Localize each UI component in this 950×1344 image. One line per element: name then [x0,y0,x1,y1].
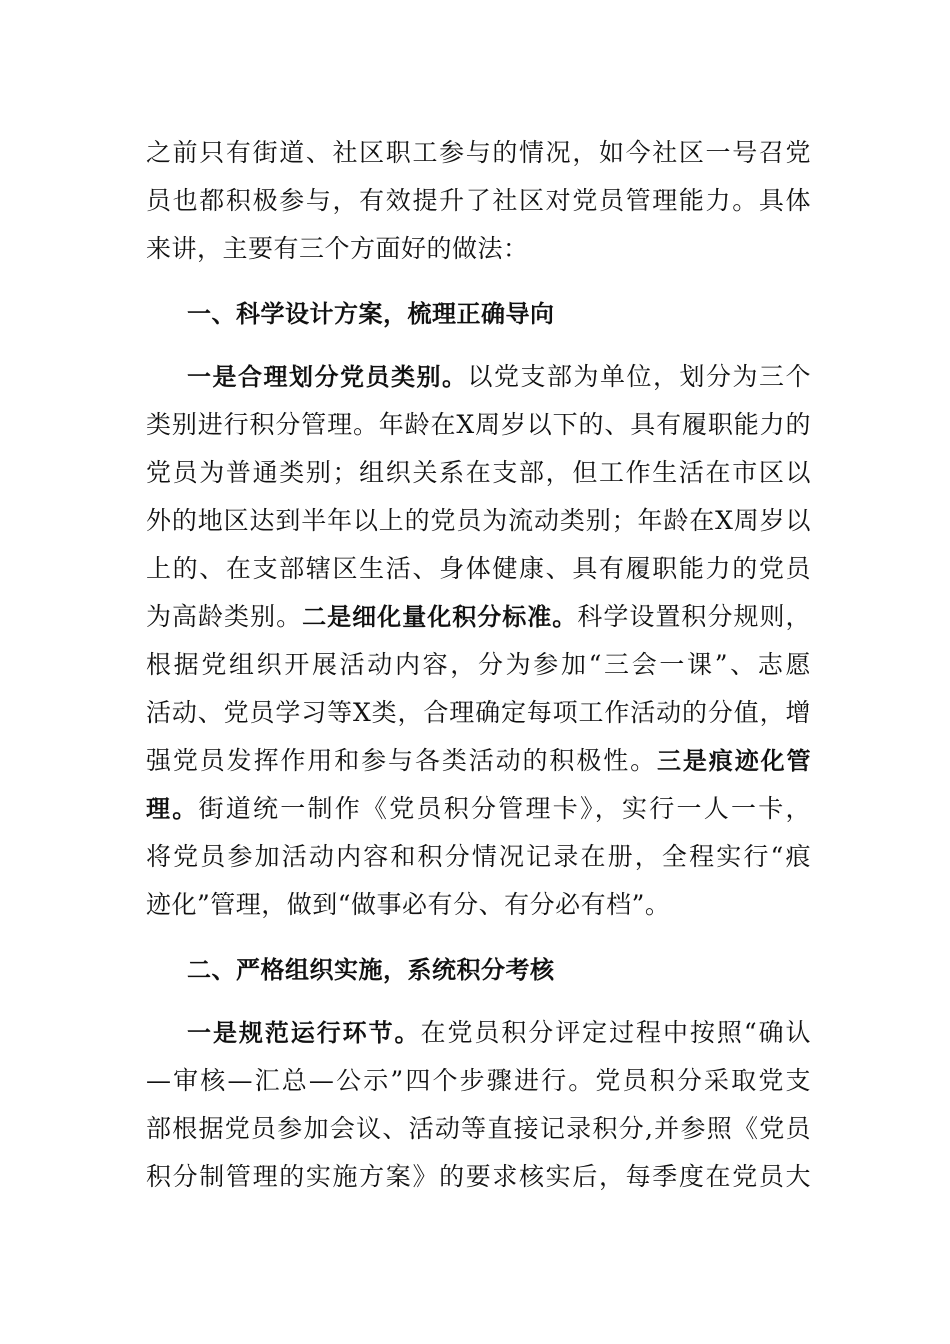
text-run: 科学设置积分规则， [577,602,811,631]
paragraph-line: 员也都积极参与，有效提升了社区对党员管理能力。具体 [146,186,811,215]
bold-lead: 理。 [146,795,199,823]
paragraph-line: 积分制管理的实施方案》的要求核实后，每季度在党员大 [146,1162,811,1191]
bold-lead: 二是细化量化积分标准。 [302,603,578,631]
text-run: 为高龄类别。 [146,602,303,631]
paragraph-line: 活动、党员学习等X类，合理确定每项工作活动的分值，增 [146,698,811,727]
text-run: 在党员积分评定过程中按照“确认 [420,1018,811,1047]
text-run: 强党员发挥作用和参与各类活动的积极性。 [146,746,658,775]
paragraph-line [146,602,811,632]
text-run: 街道统一制作《党员积分管理卡》，实行一人一卡， [198,794,811,823]
paragraph-line: 类别进行积分管理。年龄在X周岁以下的、具有履职能力的 [146,410,811,439]
paragraph-line: 迹化”管理，做到“做事必有分、有分必有档”。 [146,890,671,919]
paragraph-line: 外的地区达到半年以上的党员为流动类别；年龄在X周岁以 [146,506,811,535]
paragraph-line: —审核—汇总—公示”四个步骤进行。党员积分采取党支 [146,1066,811,1095]
paragraph-line: 来讲，主要有三个方面好的做法： [146,234,529,263]
paragraph-line: 将党员参加活动内容和积分情况记录在册，全程实行“痕 [146,842,811,871]
paragraph-line [146,746,811,776]
paragraph-line [146,794,811,824]
paragraph-line: 之前只有街道、社区职工参与的情况，如今社区一号召党 [146,138,811,167]
section-heading-2: 二、严格组织实施，系统积分考核 [187,956,555,984]
paragraph-line: 根据党组织开展活动内容，分为参加“三会一课”、志愿 [146,650,811,679]
bold-lead: 一是规范运行环节。 [187,1019,421,1047]
paragraph-line [187,362,811,392]
paragraph-line: 部根据党员参加会议、活动等直接记录积分,并参照《党员 [146,1114,811,1143]
bold-lead: 三是痕迹化管 [657,747,811,775]
text-run: 以党支部为单位，划分为三个 [467,362,811,391]
paragraph-line: 党员为普通类别；组织关系在支部，但工作生活在市区以 [146,458,811,487]
paragraph-line: 上的、在支部辖区生活、身体健康、具有履职能力的党员 [146,554,811,583]
bold-lead: 一是合理划分党员类别。 [187,363,468,391]
paragraph-line [187,1018,811,1048]
section-heading-1: 一、科学设计方案，梳理正确导向 [187,300,555,328]
